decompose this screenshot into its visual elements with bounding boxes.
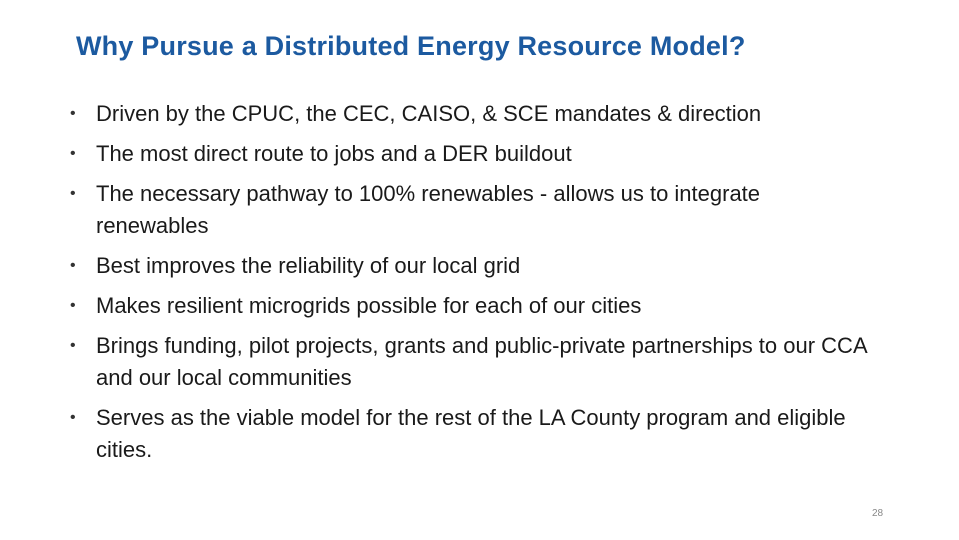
bullet-text: Makes resilient microgrids possible for each of our cities — [96, 293, 642, 318]
bullet-marker: • — [70, 337, 76, 354]
bullet-text: Brings funding, pilot projects, grants and public-private partnerships to our CCA and our local communities — [96, 333, 867, 390]
bullet-marker: • — [70, 145, 76, 162]
bullet-marker: • — [70, 409, 76, 426]
slide-title: Why Pursue a Distributed Energy Resource Model? — [76, 31, 746, 61]
bullet-text: Best improves the reliability of our local grid — [96, 253, 521, 278]
bullet-item — [70, 330, 870, 394]
bullet-item — [70, 138, 870, 170]
bullet-item — [70, 250, 870, 282]
bullet-marker: • — [70, 297, 76, 314]
bullet-marker: • — [70, 257, 76, 274]
bullet-text: Serves as the viable model for the rest of the LA County program and eligible cities. — [96, 405, 846, 462]
bullet-item — [70, 290, 870, 322]
bullet-text: The necessary pathway to 100% renewables - allows us to integrate renewables — [96, 181, 761, 238]
bullet-item — [70, 98, 870, 130]
bullet-text: Driven by the CPUC, the CEC, CAISO, & SCE mandates & direction — [96, 101, 762, 126]
bullet-item — [70, 178, 870, 242]
bullet-list — [70, 98, 870, 474]
page-number: 28 — [872, 508, 884, 519]
bullet-marker: • — [70, 105, 76, 122]
bullet-item — [70, 402, 870, 466]
bullet-marker: • — [70, 185, 76, 202]
bullet-text: The most direct route to jobs and a DER buildout — [96, 141, 572, 166]
